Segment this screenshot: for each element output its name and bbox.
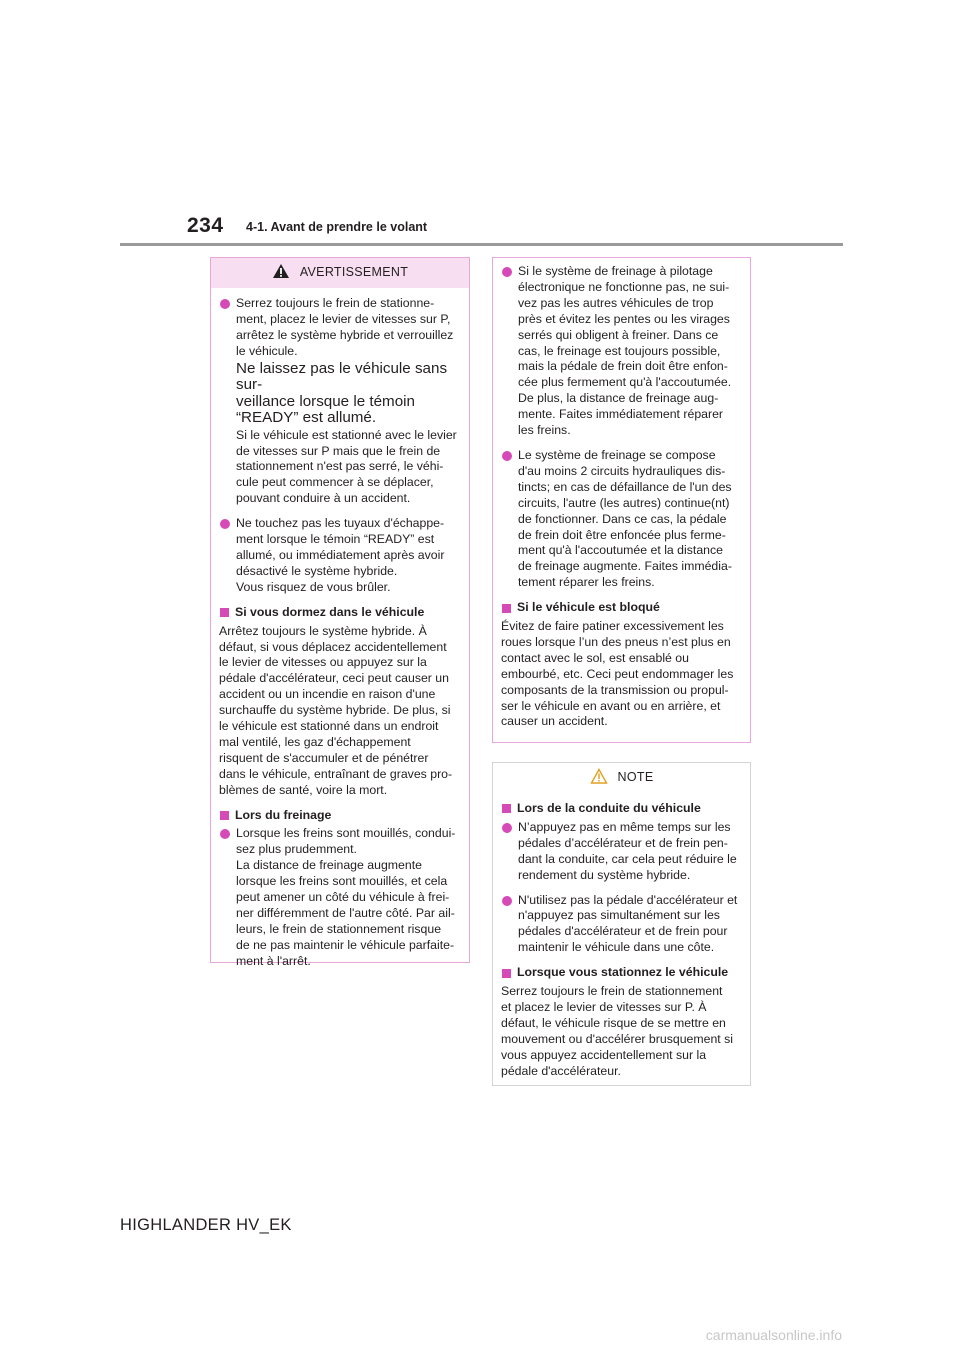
warning-bullet-text: Le système de freinage se compose d'au moins 2 circuits hydrauliques dis- tincts; en cas de défaillance de l'un des circuits, l'autre (les autres) continue(nt) de fonctionner. Dans ce cas, la pédale de frein doit être enfoncée plus ferme- ment qu'à l'accoutumée et la distance de freinage augmente. Faites immédia- tement réparer les freins. — [518, 447, 732, 590]
warning-bullet-text: Lorsque les freins sont mouillés, condui- sez plus prudemment. La distance de freinage augmente lorsque les freins sont mouillés, et cela peut amener un côté du véhicule à frei- ner différemment de l'autre côté. Par ail- leurs, le frein de stationnement risque de ne pas maintenir le véhicule parfaite- ment à l'arrêt. — [236, 826, 456, 968]
page-number: 234 — [187, 214, 224, 237]
subsection-heading: Si le véhicule est bloqué — [501, 600, 742, 616]
header-rule — [120, 243, 843, 246]
note-title: NOTE — [617, 770, 654, 785]
square-bullet-icon — [502, 969, 511, 978]
warning-bullet-text: Serrez toujours le frein de stationne- ment, placez le levier de vitesses sur P, arrêtez le système hybride et verrouillez le véhicule. — [236, 296, 454, 358]
note-box-header — [493, 763, 750, 793]
warning-box-header — [211, 258, 469, 288]
list-item — [501, 820, 742, 884]
paragraph: Arrêtez toujours le système hybride. À défaut, si vous déplacez accidentellement le levier de vitesses ou appuyez sur la pédale d'accélérateur, ceci peut causer un accident ou un incendie en raison d'une surchauffe du système hybride. De plus, si le véhicule est stationné dans un endroit mal ventilé, les gaz d'échappement risquent de s'accumuler et de pénétrer dans le véhicule, entraînant de graves pro- blèmes de santé, voire la mort. — [219, 623, 453, 797]
note-bullet-text: N’appuyez pas en même temps sur les pédales d’accélérateur et de frein pen- dant la conduite, car cela peut réduire le rendement du système hybride. — [518, 819, 737, 882]
bullet-dot-icon — [502, 823, 512, 833]
square-bullet-icon — [502, 604, 511, 613]
subsection-heading: Lors de la conduite du véhicule — [501, 801, 742, 817]
note-bullet-text: N'utilisez pas la pédale d'accélérateur et n'appuyez pas simultanément sur les pédales d'accélérateur et de frein pour maintenir le véhicule dans une côte. — [518, 892, 738, 955]
warning-bullet-text: Ne touchez pas les tuyaux d'échappe- ment lorsque le témoin “READY” est allumé, ou immédiatement après avoir désactivé le système hybride. Vous risquez de vous brûler. — [236, 516, 445, 594]
warning-bullet-text: Si le véhicule est stationné avec le levier de vitesses sur P mais que le frein de stationnement n'est pas serré, le véhi- cule peut commencer à se déplacer, pouvant conduire à un accident. — [236, 427, 457, 506]
subsection-heading: Lorsque vous stationnez le véhicule — [501, 965, 742, 981]
warning-box — [210, 257, 470, 968]
bullet-dot-icon — [502, 267, 512, 277]
list-item — [501, 448, 742, 591]
warning-box-body — [493, 258, 750, 745]
warning-bullet-text: Si le système de freinage à pilotage électronique ne fonctionne pas, ne sui- vez pas les autres véhicules de trop près et évitez les pentes ou les virages serrés qui obligent à freiner. Dans ce cas, le freinage est toujours possible, mais la pédale de frein doit être enfon- cée plus fermement qu'à l'accoutumée. De plus, la distance de freinage aug- mente. Faites immédiatement réparer les freins. — [518, 264, 732, 438]
warning-box-body — [211, 288, 469, 985]
section-title: 4-1. Avant de prendre le volant — [246, 220, 428, 234]
bullet-dot-icon — [220, 299, 230, 309]
paragraph: Serrez toujours le frein de stationnement et placez le levier de vitesses sur P. À défaut, le véhicule risque de se mettre en mouvement ou d'accélérer brusquement si vous appuyez accidentellement sur la pédale d'accélérateur. — [501, 984, 734, 1078]
square-bullet-icon — [220, 811, 229, 820]
bullet-dot-icon — [220, 829, 230, 839]
bullet-dot-icon — [502, 896, 512, 906]
note-box-body — [493, 793, 750, 1095]
watermark: carmanualsonline.info — [705, 1327, 842, 1343]
note-box — [492, 762, 751, 1086]
bullet-dot-icon — [220, 519, 230, 529]
warning-triangle-icon — [272, 263, 290, 284]
list-item — [219, 826, 461, 969]
list-item — [219, 296, 461, 507]
subsection-heading: Lors du freinage — [219, 808, 461, 824]
paragraph: Évitez de faire patiner excessivement les roues lorsque l’un des pneus n’est plus en contact avec le sol, est ensablé ou embourbé, etc. Ceci peut endommager les composants de la transmission ou propul- ser le véhicule en avant ou en arrière, et causer un accident. — [501, 619, 734, 729]
footer-model: HIGHLANDER HV_EK — [120, 1216, 292, 1234]
list-item — [219, 516, 461, 596]
subsection-heading: Si vous dormez dans le véhicule — [219, 605, 461, 621]
list-item — [501, 264, 742, 439]
caution-triangle-icon — [590, 768, 608, 789]
square-bullet-icon — [502, 804, 511, 813]
square-bullet-icon — [220, 608, 229, 617]
bullet-dot-icon — [502, 451, 512, 461]
list-item — [501, 893, 742, 957]
warning-box-continued — [492, 257, 751, 743]
warning-emphasis: Ne laissez pas le véhicule sans sur- veillance lorsque le témoin “READY” est allumé. — [236, 359, 448, 427]
warning-title: AVERTISSEMENT — [299, 265, 409, 280]
